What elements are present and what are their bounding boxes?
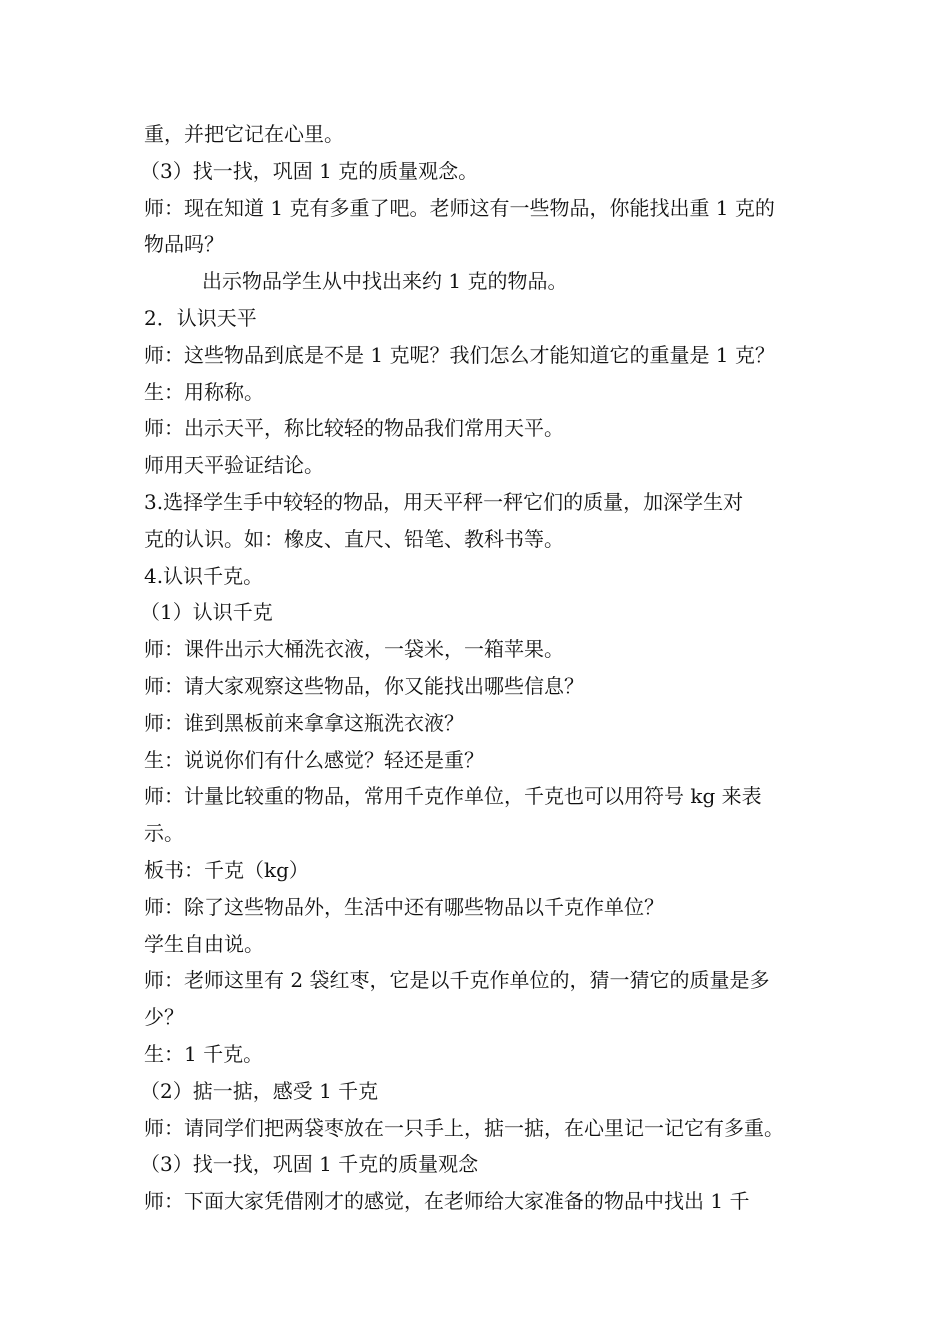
text-line: 师：这些物品到底是不是 1 克呢？我们怎么才能知道它的重量是 1 克？ [144, 342, 775, 367]
text-line: 出示物品学生从中找出来约 1 克的物品。 [202, 269, 568, 294]
text-line: 师：除了这些物品外，生活中还有哪些物品以千克作单位？ [144, 894, 664, 919]
text-line: 师：请大家观察这些物品，你又能找出哪些信息？ [144, 673, 584, 698]
text-line: 生：用称称。 [144, 379, 264, 404]
subsection-heading: （3）找一找，巩固 1 千克的质量观念 [140, 1152, 479, 1177]
section-heading: 4.认识千克。 [144, 563, 264, 588]
text-line: 师：出示天平，称比较轻的物品我们常用天平。 [144, 416, 564, 441]
text-line: 物品吗？ [144, 232, 224, 257]
subsection-heading: （1）认识千克 [140, 600, 273, 625]
text-line: 3.选择学生手中较轻的物品，用天平秤一秤它们的质量，加深学生对 [144, 489, 744, 514]
text-line: 重，并把它记在心里。 [144, 122, 344, 146]
text-line: 师：谁到黑板前来拿拿这瓶洗衣液？ [144, 710, 464, 735]
text-line: 生：说说你们有什么感觉？轻还是重？ [144, 747, 484, 772]
text-line: 师：下面大家凭借刚才的感觉，在老师给大家准备的物品中找出 1 千 [144, 1189, 750, 1214]
text-line: 师：课件出示大桶洗衣液，一袋米，一箱苹果。 [144, 637, 564, 662]
text-line: 师：请同学们把两袋枣放在一只手上，掂一掂，在心里记一记它有多重。 [144, 1115, 784, 1140]
text-line: 板书：千克（kg） [144, 857, 309, 882]
text-line: 少？ [144, 1005, 184, 1030]
section-heading: 2．认识天平 [144, 305, 257, 330]
text-line: 学生自由说。 [144, 931, 264, 956]
subsection-heading: （2）掂一掂，感受 1 千克 [140, 1078, 379, 1103]
text-line: 师：老师这里有 2 袋红枣，它是以千克作单位的，猜一猜它的质量是多 [144, 968, 770, 993]
text-line: 师：现在知道 1 克有多重了吧。老师这有一些物品，你能找出重 1 克的 [144, 195, 775, 220]
text-line: （3）找一找，巩固 1 克的质量观念。 [140, 158, 479, 183]
text-line: 师：计量比较重的物品，常用千克作单位，千克也可以用符号 kg 来表 [144, 784, 762, 809]
document-body [140, 116, 834, 1220]
text-line: 师用天平验证结论。 [144, 453, 324, 478]
text-line: 示。 [144, 821, 184, 846]
text-line: 生：1 千克。 [144, 1041, 264, 1066]
text-line: 克的认识。如：橡皮、直尺、铅笔、教科书等。 [144, 526, 564, 551]
